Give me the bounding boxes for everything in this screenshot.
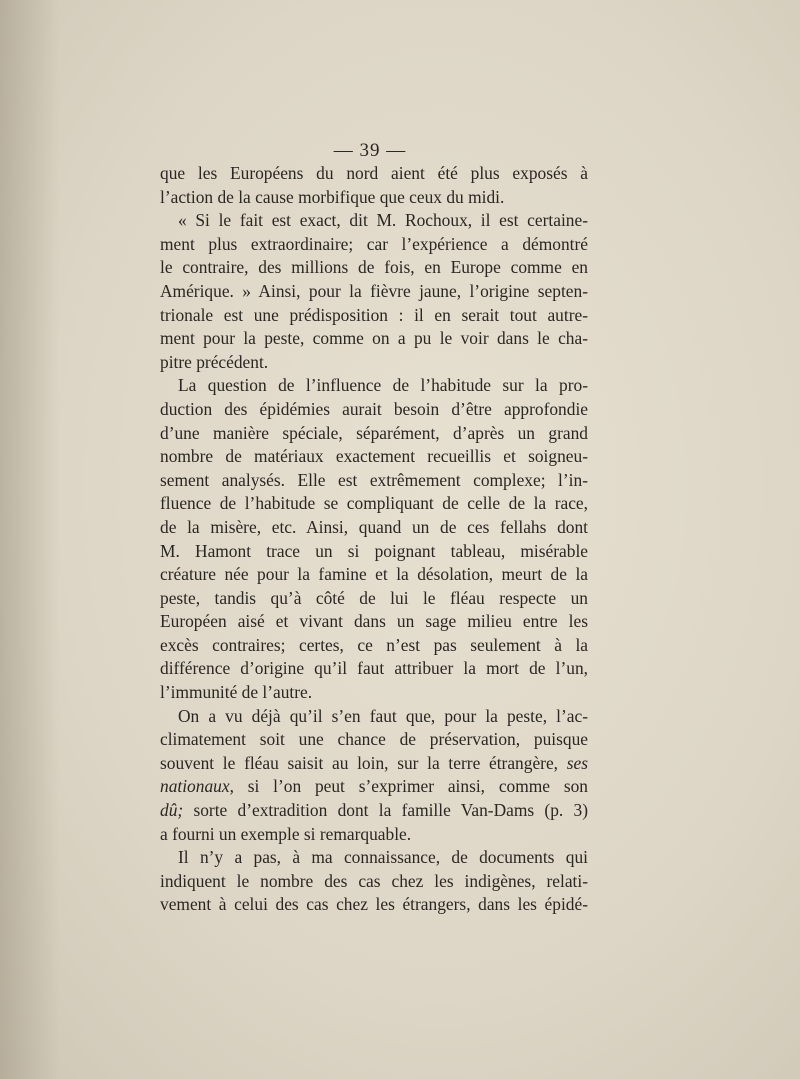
text-line: d’une manière spéciale, séparément, d’après un grand [160, 422, 588, 443]
text-line: nombre de matériaux exactement recueillis et soigneu- [160, 446, 588, 467]
text-line: sement analysés. Elle est extrêmement complexe; l’in- [160, 469, 588, 490]
text-line: de la misère, etc. Ainsi, quand un de ces fellahs dont [160, 516, 588, 537]
text-line: Il n’y a pas, à ma connaissance, de documents qui [178, 847, 588, 868]
text-line: trionale est une prédisposition : il en serait tout autre- [160, 304, 588, 325]
text-line: M. Hamont trace un si poignant tableau, misérable [160, 540, 588, 561]
text-line: que les Européens du nord aient été plus exposés à [160, 163, 588, 183]
text-line: pitre précédent. [160, 351, 269, 372]
text-line: vement à celui des cas chez les étrangers, dans les épidé- [160, 894, 588, 915]
text-line: fluence de l’habitude se compliquant de celle de la race, [160, 493, 588, 514]
text-line: nationaux, si l’on peut s’exprimer ainsi, comme son [160, 776, 588, 797]
text-line: excès contraires; certes, ce n’est pas seulement à la [160, 634, 588, 655]
text-line: le contraire, des millions de fois, en Europe comme en [160, 257, 588, 278]
text-line: l’immunité de l’autre. [160, 682, 313, 703]
text-line: On a vu déjà qu’il s’en faut que, pour la peste, l’ac- [178, 705, 588, 726]
text-line: « Si le fait est exact, dit M. Rochoux, il est certaine- [178, 210, 588, 231]
body-text [160, 162, 588, 917]
text-line: a fourni un exemple si remarquable. [160, 823, 412, 844]
text-line: créature née pour la famine et la désolation, meurt de la [160, 564, 588, 585]
text-line: souvent le fléau saisit au loin, sur la terre étrangère, ses [160, 752, 588, 773]
page-number: — 39 — [333, 140, 407, 161]
text-line: indiquent le nombre des cas chez les indigènes, relati- [160, 870, 588, 891]
text-line: La question de l’influence de l’habitude sur la pro- [178, 375, 588, 396]
text-line: Européen aisé et vivant dans un sage milieu entre les [160, 611, 588, 632]
text-line: dû; sorte d’extradition dont la famille Van-Dams (p. 3) [160, 800, 588, 821]
text-line: peste, tandis qu’à côté de lui le fléau respecte un [160, 587, 588, 608]
text-line: l’action de la cause morbifique que ceux du midi. [160, 186, 505, 207]
text-line: Amérique. » Ainsi, pour la fièvre jaune, l’origine septen- [160, 280, 588, 301]
text-line: ment pour la peste, comme on a pu le voir dans le cha- [160, 328, 588, 349]
text-line: différence d’origine qu’il faut attribuer la mort de l’un, [160, 658, 588, 679]
text-line: climatement soit une chance de préservation, puisque [160, 729, 588, 750]
text-line: duction des épidémies aurait besoin d’être approfondie [160, 398, 588, 419]
text-line: ment plus extraordinaire; car l’expérience a démontré [160, 233, 588, 254]
